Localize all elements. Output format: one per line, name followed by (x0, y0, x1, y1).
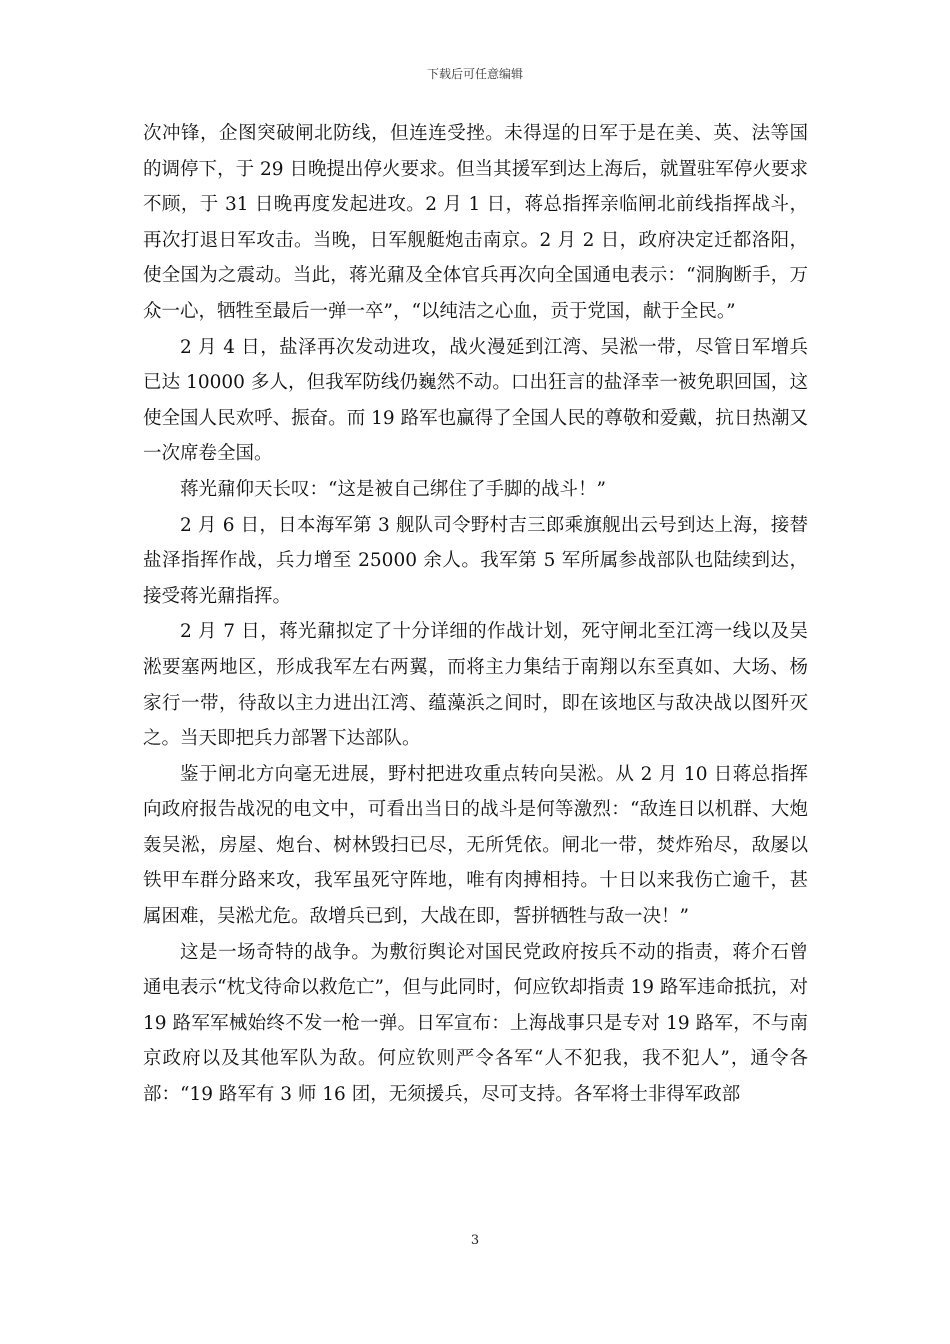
page-header: 下载后可任意编辑 (426, 67, 523, 81)
paragraph-6: 鉴于闸北方向毫无进展，野村把进攻重点转向吴淞。从 2 月 10 日蒋总指挥向政府报告战况的电文中，可看出当日的战斗是何等激烈：“敌连日以机群、大炮轰吴淞，房屋、炮台、树林毁扫已尽，无所凭依。闸北一带，焚炸殆尽，敌屡以铁甲车群分路来攻，我军虽死守阵地，唯有肉搏相持。十日以来我伤亡逾千，甚属困难，吴淞尤危。敌增兵已到，大战在即，誓拼牺牲与敌一决！” (143, 763, 808, 928)
paragraph-1: 次冲锋，企图突破闸北防线，但连连受挫。未得逞的日军于是在美、英、法等国的调停下，于 29 日晚提出停火要求。但当其援军到达上海后，就置驻军停火要求不顾，于 31 日晚再度发起进攻。2 月 1 日，蒋总指挥亲临闸北前线指挥战斗，再次打退日军攻击。当晚，日军舰艇炮击南京。2 月 2 日，政府决定迁都洛阳，使全国为之震动。当此，蒋光鼐及全体官兵再次向全国通电表示：“洞胸断手，万众一心，牺牲至最后一弹一卒”，“以纯洁之心血，贡于党国，献于全民。” (143, 123, 808, 322)
paragraph-5: 2 月 7 日，蒋光鼐拟定了十分详细的作战计划，死守闸北至江湾一线以及吴淞要塞两地区，形成我军左右两翼，而将主力集结于南翔以东至真如、大场、杨家行一带，待敌以主力进出江湾、蕴藻浜之间时，即在该地区与敌决战以图歼灭之。当天即把兵力部署下达部队。 (143, 621, 808, 750)
paragraph-7: 这是一场奇特的战争。为敷衍舆论对国民党政府按兵不动的指责，蒋介石曾通电表示“枕戈待命以救危亡”，但与此同时，何应钦却指责 19 路军违命抵抗，对 19 路军军械始终不发一枪一弹。日军宣布：上海战事只是专对 19 路军，不与南京政府以及其他军队为敌。何应钦则严令各军“人不犯我，我不犯人”，通令各部：“19 路军有 3 师 16 团，无须援兵，尽可支持。各军将士非得军政部 (143, 941, 808, 1106)
document-body (143, 116, 808, 1113)
paragraph-3: 蒋光鼐仰天长叹：“这是被自己绑住了手脚的战斗！” (180, 478, 606, 500)
paragraph-4: 2 月 6 日，日本海军第 3 舰队司令野村吉三郎乘旗舰出云号到达上海，接替盐泽指挥作战，兵力增至 25000 余人。我军第 5 军所属参战部队也陆续到达，接受蒋光鼐指挥。 (143, 514, 808, 607)
page-number: 3 (470, 1233, 480, 1248)
paragraph-2: 2 月 4 日，盐泽再次发动进攻，战火漫延到江湾、吴淞一带，尽管日军增兵已达 10000 多人，但我军防线仍巍然不动。口出狂言的盐泽幸一被免职回国，这使全国人民欢呼、振奋。而 19 路军也赢得了全国人民的尊敬和爱戴，抗日热潮又一次席卷全国。 (143, 336, 808, 465)
